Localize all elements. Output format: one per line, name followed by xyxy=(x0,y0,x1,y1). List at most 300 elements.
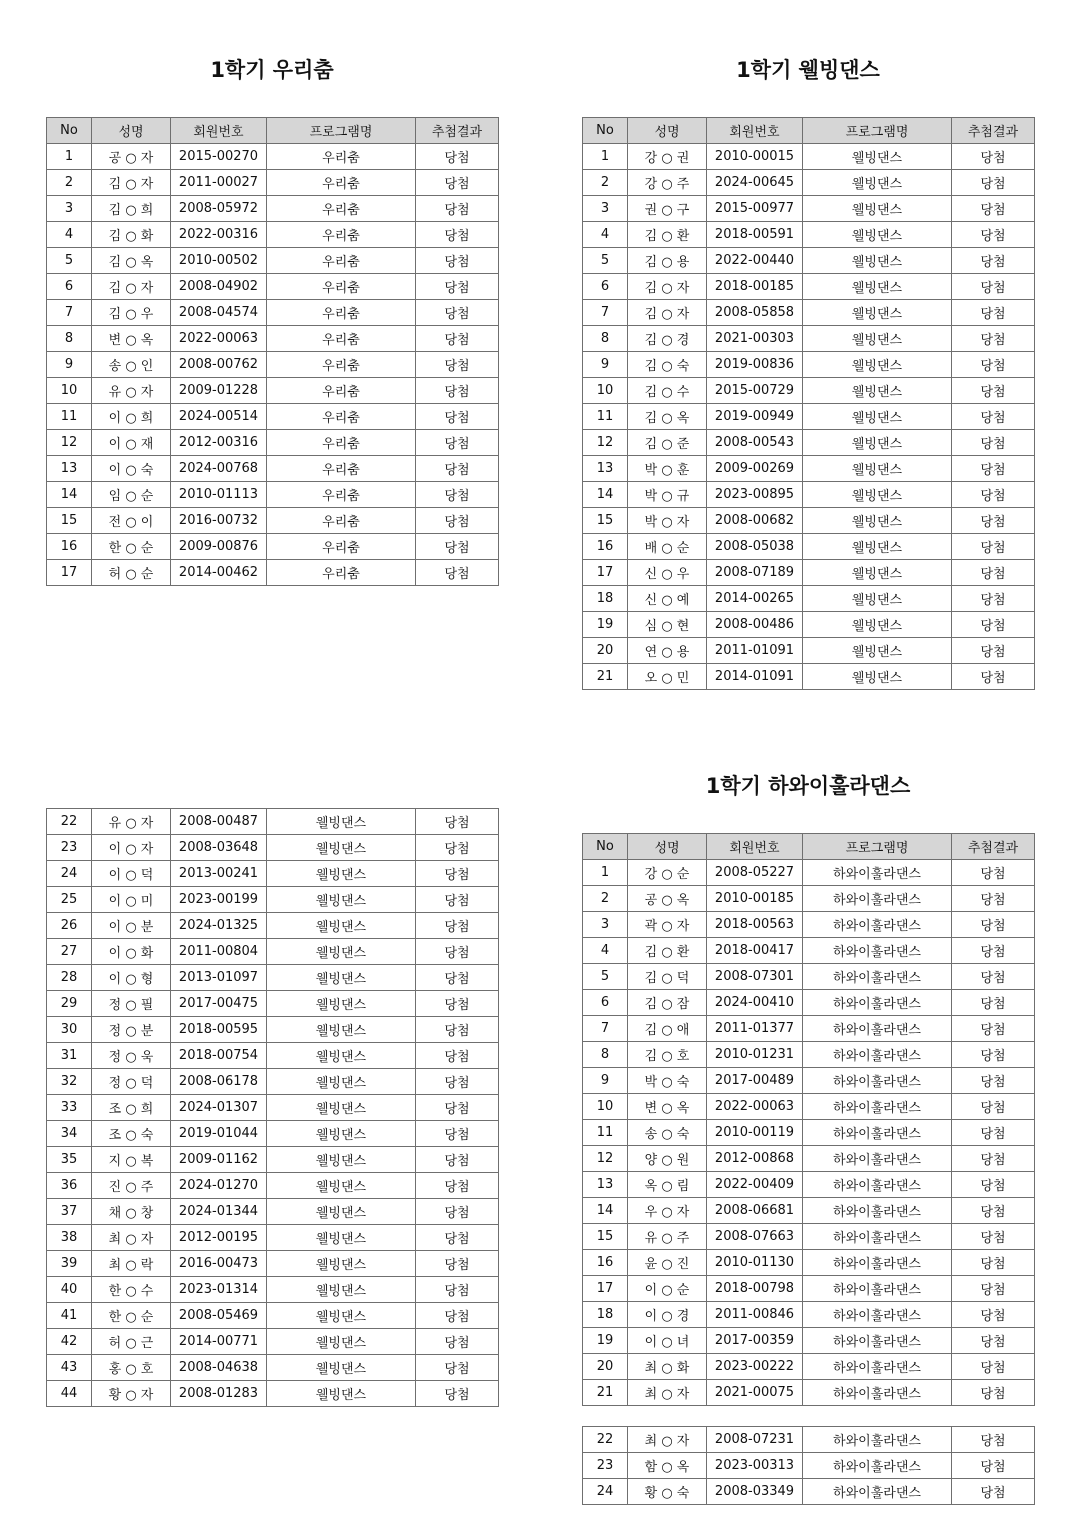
row-number: 44 xyxy=(47,1381,92,1407)
program-name: 웰빙댄스 xyxy=(803,248,952,274)
table-row xyxy=(47,1251,499,1277)
table-row xyxy=(47,456,499,482)
table-row xyxy=(583,612,1035,638)
member-id: 2008-00486 xyxy=(707,612,803,638)
draw-result: 당첨 xyxy=(952,560,1035,586)
program-name: 웰빙댄스 xyxy=(267,1069,416,1095)
member-name: 이 ○ 자 xyxy=(92,835,171,861)
program-name: 우리춤 xyxy=(267,248,416,274)
program-name: 우리춤 xyxy=(267,404,416,430)
table-row xyxy=(583,456,1035,482)
table-row xyxy=(583,886,1035,912)
row-number: 11 xyxy=(47,404,92,430)
wellbeing-table xyxy=(582,117,1035,690)
table-row xyxy=(583,860,1035,886)
program-name: 웰빙댄스 xyxy=(267,913,416,939)
draw-result: 당첨 xyxy=(952,1453,1035,1479)
row-number: 4 xyxy=(47,222,92,248)
member-name: 한 ○ 순 xyxy=(92,1303,171,1329)
program-name: 웰빙댄스 xyxy=(267,1121,416,1147)
member-name: 김 ○ 옥 xyxy=(628,404,707,430)
row-number: 16 xyxy=(583,1250,628,1276)
draw-result: 당첨 xyxy=(416,456,499,482)
member-name: 김 ○ 경 xyxy=(628,326,707,352)
row-number: 2 xyxy=(583,170,628,196)
draw-result: 당첨 xyxy=(416,1381,499,1407)
program-name: 우리춤 xyxy=(267,482,416,508)
header-row xyxy=(583,118,1035,144)
member-name: 황 ○ 자 xyxy=(92,1381,171,1407)
table-row xyxy=(583,1094,1035,1120)
draw-result: 당첨 xyxy=(416,144,499,170)
member-id: 2022-00409 xyxy=(707,1172,803,1198)
draw-result: 당첨 xyxy=(952,1380,1035,1406)
table-row xyxy=(47,508,499,534)
row-number: 16 xyxy=(47,534,92,560)
member-name: 옥 ○ 림 xyxy=(628,1172,707,1198)
member-name: 김 ○ 자 xyxy=(628,274,707,300)
member-name: 송 ○ 인 xyxy=(92,352,171,378)
header-result: 추첨결과 xyxy=(952,118,1035,144)
member-id: 2021-00075 xyxy=(707,1380,803,1406)
program-name: 웰빙댄스 xyxy=(803,300,952,326)
member-name: 정 ○ 필 xyxy=(92,991,171,1017)
row-number: 13 xyxy=(583,456,628,482)
draw-result: 당첨 xyxy=(952,938,1035,964)
row-number: 5 xyxy=(47,248,92,274)
draw-result: 당첨 xyxy=(416,1069,499,1095)
program-name: 하와이훌라댄스 xyxy=(803,1328,952,1354)
draw-result: 당첨 xyxy=(952,638,1035,664)
row-number: 17 xyxy=(583,560,628,586)
draw-result: 당첨 xyxy=(952,886,1035,912)
member-name: 곽 ○ 자 xyxy=(628,912,707,938)
member-id: 2008-01283 xyxy=(171,1381,267,1407)
table-row xyxy=(583,1354,1035,1380)
member-id: 2010-00185 xyxy=(707,886,803,912)
table-row xyxy=(583,1380,1035,1406)
member-id: 2018-00754 xyxy=(171,1043,267,1069)
member-id: 2014-00265 xyxy=(707,586,803,612)
draw-result: 당첨 xyxy=(952,1302,1035,1328)
member-name: 양 ○ 원 xyxy=(628,1146,707,1172)
row-number: 23 xyxy=(47,835,92,861)
header-row xyxy=(583,834,1035,860)
program-name: 웰빙댄스 xyxy=(267,1251,416,1277)
member-id: 2008-07301 xyxy=(707,964,803,990)
table-row xyxy=(47,1303,499,1329)
row-number: 14 xyxy=(583,1198,628,1224)
member-id: 2015-00729 xyxy=(707,378,803,404)
table-row xyxy=(583,560,1035,586)
member-name: 한 ○ 수 xyxy=(92,1277,171,1303)
table-row xyxy=(583,508,1035,534)
table-row xyxy=(583,248,1035,274)
member-name: 오 ○ 민 xyxy=(628,664,707,690)
member-name: 허 ○ 근 xyxy=(92,1329,171,1355)
member-id: 2022-00063 xyxy=(707,1094,803,1120)
table-row xyxy=(47,1147,499,1173)
table-row xyxy=(47,1095,499,1121)
table-row xyxy=(47,1069,499,1095)
draw-result: 당첨 xyxy=(952,430,1035,456)
member-id: 2022-00063 xyxy=(171,326,267,352)
program-name: 웰빙댄스 xyxy=(267,1355,416,1381)
header-name: 성명 xyxy=(92,118,171,144)
member-name: 김 ○ 수 xyxy=(628,378,707,404)
program-name: 웰빙댄스 xyxy=(803,170,952,196)
table-row xyxy=(583,1276,1035,1302)
member-id: 2008-05469 xyxy=(171,1303,267,1329)
draw-result: 당첨 xyxy=(416,1017,499,1043)
member-name: 황 ○ 숙 xyxy=(628,1479,707,1505)
program-name: 웰빙댄스 xyxy=(267,1225,416,1251)
program-name: 우리춤 xyxy=(267,196,416,222)
member-name: 김 ○ 희 xyxy=(92,196,171,222)
row-number: 14 xyxy=(47,482,92,508)
member-name: 박 ○ 자 xyxy=(628,508,707,534)
row-number: 12 xyxy=(583,1146,628,1172)
program-name: 우리춤 xyxy=(267,378,416,404)
table-row xyxy=(47,560,499,586)
member-id: 2009-00876 xyxy=(171,534,267,560)
table-row xyxy=(47,1381,499,1407)
program-name: 웰빙댄스 xyxy=(267,1303,416,1329)
draw-result: 당첨 xyxy=(416,809,499,835)
member-id: 2016-00732 xyxy=(171,508,267,534)
row-number: 4 xyxy=(583,938,628,964)
program-name: 웰빙댄스 xyxy=(267,1381,416,1407)
draw-result: 당첨 xyxy=(952,586,1035,612)
header-program: 프로그램명 xyxy=(267,118,416,144)
member-name: 채 ○ 창 xyxy=(92,1199,171,1225)
draw-result: 당첨 xyxy=(952,222,1035,248)
member-id: 2008-05972 xyxy=(171,196,267,222)
member-id: 2018-00563 xyxy=(707,912,803,938)
member-id: 2010-00015 xyxy=(707,144,803,170)
draw-result: 당첨 xyxy=(952,300,1035,326)
row-number: 13 xyxy=(47,456,92,482)
header-program: 프로그램명 xyxy=(803,834,952,860)
header-no: No xyxy=(47,118,92,144)
draw-result: 당첨 xyxy=(952,326,1035,352)
program-name: 웰빙댄스 xyxy=(803,196,952,222)
member-id: 2017-00475 xyxy=(171,991,267,1017)
member-name: 최 ○ 자 xyxy=(628,1427,707,1453)
table-row xyxy=(47,965,499,991)
row-number: 9 xyxy=(583,1068,628,1094)
program-name: 웰빙댄스 xyxy=(803,612,952,638)
draw-result: 당첨 xyxy=(416,1121,499,1147)
member-id: 2008-04574 xyxy=(171,300,267,326)
member-name: 변 ○ 옥 xyxy=(92,326,171,352)
program-name: 하와이훌라댄스 xyxy=(803,1250,952,1276)
table-row xyxy=(47,378,499,404)
table-row xyxy=(47,430,499,456)
member-name: 임 ○ 순 xyxy=(92,482,171,508)
draw-result: 당첨 xyxy=(416,300,499,326)
draw-result: 당첨 xyxy=(416,835,499,861)
draw-result: 당첨 xyxy=(952,1427,1035,1453)
program-name: 우리춤 xyxy=(267,170,416,196)
draw-result: 당첨 xyxy=(416,1251,499,1277)
member-name: 권 ○ 구 xyxy=(628,196,707,222)
member-name: 이 ○ 순 xyxy=(628,1276,707,1302)
member-id: 2023-00199 xyxy=(171,887,267,913)
draw-result: 당첨 xyxy=(416,939,499,965)
table-row xyxy=(47,887,499,913)
program-name: 하와이훌라댄스 xyxy=(803,1453,952,1479)
member-name: 박 ○ 숙 xyxy=(628,1068,707,1094)
member-name: 박 ○ 규 xyxy=(628,482,707,508)
member-id: 2018-00591 xyxy=(707,222,803,248)
header-name: 성명 xyxy=(628,834,707,860)
member-name: 김 ○ 환 xyxy=(628,222,707,248)
member-name: 연 ○ 용 xyxy=(628,638,707,664)
draw-result: 당첨 xyxy=(952,1328,1035,1354)
draw-result: 당첨 xyxy=(416,534,499,560)
program-name: 우리춤 xyxy=(267,534,416,560)
member-id: 2010-01231 xyxy=(707,1042,803,1068)
table-row xyxy=(583,1068,1035,1094)
member-id: 2008-00762 xyxy=(171,352,267,378)
member-id: 2018-00185 xyxy=(707,274,803,300)
row-number: 37 xyxy=(47,1199,92,1225)
member-name: 김 ○ 자 xyxy=(628,300,707,326)
member-name: 함 ○ 옥 xyxy=(628,1453,707,1479)
wellbeing-title: 1학기 웰빙댄스 xyxy=(736,58,880,82)
row-number: 35 xyxy=(47,1147,92,1173)
table-row xyxy=(583,534,1035,560)
member-id: 2011-01377 xyxy=(707,1016,803,1042)
member-name: 전 ○ 이 xyxy=(92,508,171,534)
program-name: 웰빙댄스 xyxy=(803,638,952,664)
program-name: 웰빙댄스 xyxy=(803,352,952,378)
draw-result: 당첨 xyxy=(416,404,499,430)
member-name: 김 ○ 애 xyxy=(628,1016,707,1042)
draw-result: 당첨 xyxy=(416,1355,499,1381)
program-name: 하와이훌라댄스 xyxy=(803,1042,952,1068)
table-row xyxy=(583,1172,1035,1198)
member-id: 2024-01325 xyxy=(171,913,267,939)
program-name: 웰빙댄스 xyxy=(803,560,952,586)
table-row xyxy=(47,1355,499,1381)
member-name: 이 ○ 녀 xyxy=(628,1328,707,1354)
member-name: 유 ○ 자 xyxy=(92,378,171,404)
member-id: 2018-00798 xyxy=(707,1276,803,1302)
row-number: 27 xyxy=(47,939,92,965)
member-id: 2019-00949 xyxy=(707,404,803,430)
program-name: 우리춤 xyxy=(267,222,416,248)
member-name: 김 ○ 자 xyxy=(92,274,171,300)
member-id: 2008-06178 xyxy=(171,1069,267,1095)
draw-result: 당첨 xyxy=(416,274,499,300)
program-name: 웰빙댄스 xyxy=(267,1043,416,1069)
draw-result: 당첨 xyxy=(416,1095,499,1121)
row-number: 12 xyxy=(583,430,628,456)
table-row xyxy=(47,1121,499,1147)
member-id: 2024-01270 xyxy=(171,1173,267,1199)
draw-result: 당첨 xyxy=(952,1224,1035,1250)
member-name: 변 ○ 옥 xyxy=(628,1094,707,1120)
draw-result: 당첨 xyxy=(952,1016,1035,1042)
draw-result: 당첨 xyxy=(416,1173,499,1199)
draw-result: 당첨 xyxy=(952,912,1035,938)
draw-result: 당첨 xyxy=(952,964,1035,990)
member-name: 조 ○ 희 xyxy=(92,1095,171,1121)
program-name: 웰빙댄스 xyxy=(267,809,416,835)
row-number: 39 xyxy=(47,1251,92,1277)
draw-result: 당첨 xyxy=(416,170,499,196)
draw-result: 당첨 xyxy=(416,430,499,456)
member-name: 강 ○ 주 xyxy=(628,170,707,196)
table-row xyxy=(583,1042,1035,1068)
row-number: 40 xyxy=(47,1277,92,1303)
program-name: 웰빙댄스 xyxy=(803,274,952,300)
table-row xyxy=(583,1302,1035,1328)
member-name: 이 ○ 화 xyxy=(92,939,171,965)
row-number: 17 xyxy=(47,560,92,586)
draw-result: 당첨 xyxy=(416,1329,499,1355)
row-number: 42 xyxy=(47,1329,92,1355)
table-row xyxy=(47,534,499,560)
draw-result: 당첨 xyxy=(952,1479,1035,1505)
row-number: 18 xyxy=(583,586,628,612)
table-row xyxy=(583,300,1035,326)
table-row xyxy=(583,664,1035,690)
row-number: 13 xyxy=(583,1172,628,1198)
member-name: 정 ○ 분 xyxy=(92,1017,171,1043)
draw-result: 당첨 xyxy=(952,1172,1035,1198)
row-number: 10 xyxy=(47,378,92,404)
member-id: 2023-00313 xyxy=(707,1453,803,1479)
member-id: 2008-07189 xyxy=(707,560,803,586)
row-number: 12 xyxy=(47,430,92,456)
draw-result: 당첨 xyxy=(952,352,1035,378)
member-id: 2023-01314 xyxy=(171,1277,267,1303)
table-row xyxy=(583,586,1035,612)
member-id: 2024-01307 xyxy=(171,1095,267,1121)
row-number: 43 xyxy=(47,1355,92,1381)
member-id: 2017-00359 xyxy=(707,1328,803,1354)
row-number: 20 xyxy=(583,638,628,664)
member-name: 최 ○ 락 xyxy=(92,1251,171,1277)
table-row xyxy=(583,1146,1035,1172)
program-name: 웰빙댄스 xyxy=(803,586,952,612)
row-number: 24 xyxy=(583,1479,628,1505)
program-name: 웰빙댄스 xyxy=(267,1329,416,1355)
row-number: 7 xyxy=(47,300,92,326)
row-number: 28 xyxy=(47,965,92,991)
table-row xyxy=(583,1250,1035,1276)
member-name: 박 ○ 훈 xyxy=(628,456,707,482)
member-id: 2013-01097 xyxy=(171,965,267,991)
program-name: 하와이훌라댄스 xyxy=(803,964,952,990)
program-name: 웰빙댄스 xyxy=(803,144,952,170)
row-number: 8 xyxy=(583,326,628,352)
program-name: 하와이훌라댄스 xyxy=(803,1276,952,1302)
draw-result: 당첨 xyxy=(952,1250,1035,1276)
draw-result: 당첨 xyxy=(952,534,1035,560)
member-id: 2014-01091 xyxy=(707,664,803,690)
row-number: 6 xyxy=(583,990,628,1016)
table-row xyxy=(583,1479,1035,1505)
member-name: 김 ○ 환 xyxy=(628,938,707,964)
row-number: 5 xyxy=(583,248,628,274)
draw-result: 당첨 xyxy=(416,861,499,887)
row-number: 19 xyxy=(583,1328,628,1354)
member-name: 지 ○ 복 xyxy=(92,1147,171,1173)
member-id: 2024-00768 xyxy=(171,456,267,482)
member-id: 2021-00303 xyxy=(707,326,803,352)
member-name: 김 ○ 옥 xyxy=(92,248,171,274)
row-number: 32 xyxy=(47,1069,92,1095)
member-name: 김 ○ 우 xyxy=(92,300,171,326)
table-row xyxy=(583,1120,1035,1146)
program-name: 우리춤 xyxy=(267,300,416,326)
draw-result: 당첨 xyxy=(416,887,499,913)
table-row xyxy=(583,378,1035,404)
member-name: 김 ○ 덕 xyxy=(628,964,707,990)
program-name: 하와이훌라댄스 xyxy=(803,1016,952,1042)
member-name: 신 ○ 예 xyxy=(628,586,707,612)
member-name: 조 ○ 숙 xyxy=(92,1121,171,1147)
draw-result: 당첨 xyxy=(416,560,499,586)
member-name: 홍 ○ 호 xyxy=(92,1355,171,1381)
member-name: 김 ○ 자 xyxy=(92,170,171,196)
member-id: 2016-00473 xyxy=(171,1251,267,1277)
member-id: 2024-00645 xyxy=(707,170,803,196)
draw-result: 당첨 xyxy=(952,612,1035,638)
member-name: 이 ○ 희 xyxy=(92,404,171,430)
draw-result: 당첨 xyxy=(952,378,1035,404)
member-name: 공 ○ 옥 xyxy=(628,886,707,912)
member-id: 2008-05038 xyxy=(707,534,803,560)
uri-table xyxy=(46,117,499,586)
program-name: 하와이훌라댄스 xyxy=(803,912,952,938)
row-number: 11 xyxy=(583,404,628,430)
row-number: 1 xyxy=(47,144,92,170)
member-id: 2010-00119 xyxy=(707,1120,803,1146)
program-name: 웰빙댄스 xyxy=(803,430,952,456)
member-id: 2015-00270 xyxy=(171,144,267,170)
draw-result: 당첨 xyxy=(952,1094,1035,1120)
draw-result: 당첨 xyxy=(416,508,499,534)
member-id: 2022-00316 xyxy=(171,222,267,248)
header-result: 추첨결과 xyxy=(416,118,499,144)
program-name: 우리춤 xyxy=(267,326,416,352)
row-number: 21 xyxy=(583,664,628,690)
table-row xyxy=(583,938,1035,964)
member-id: 2011-00027 xyxy=(171,170,267,196)
table-row xyxy=(47,1043,499,1069)
row-number: 2 xyxy=(583,886,628,912)
member-id: 2024-00514 xyxy=(171,404,267,430)
program-name: 하와이훌라댄스 xyxy=(803,990,952,1016)
member-id: 2013-00241 xyxy=(171,861,267,887)
program-name: 하와이훌라댄스 xyxy=(803,1354,952,1380)
table-row xyxy=(583,430,1035,456)
draw-result: 당첨 xyxy=(952,404,1035,430)
table-row xyxy=(47,1277,499,1303)
table-row xyxy=(47,300,499,326)
member-id: 2008-05227 xyxy=(707,860,803,886)
draw-result: 당첨 xyxy=(416,965,499,991)
draw-result: 당첨 xyxy=(416,991,499,1017)
program-name: 하와이훌라댄스 xyxy=(803,1094,952,1120)
draw-result: 당첨 xyxy=(952,482,1035,508)
member-id: 2024-01344 xyxy=(171,1199,267,1225)
